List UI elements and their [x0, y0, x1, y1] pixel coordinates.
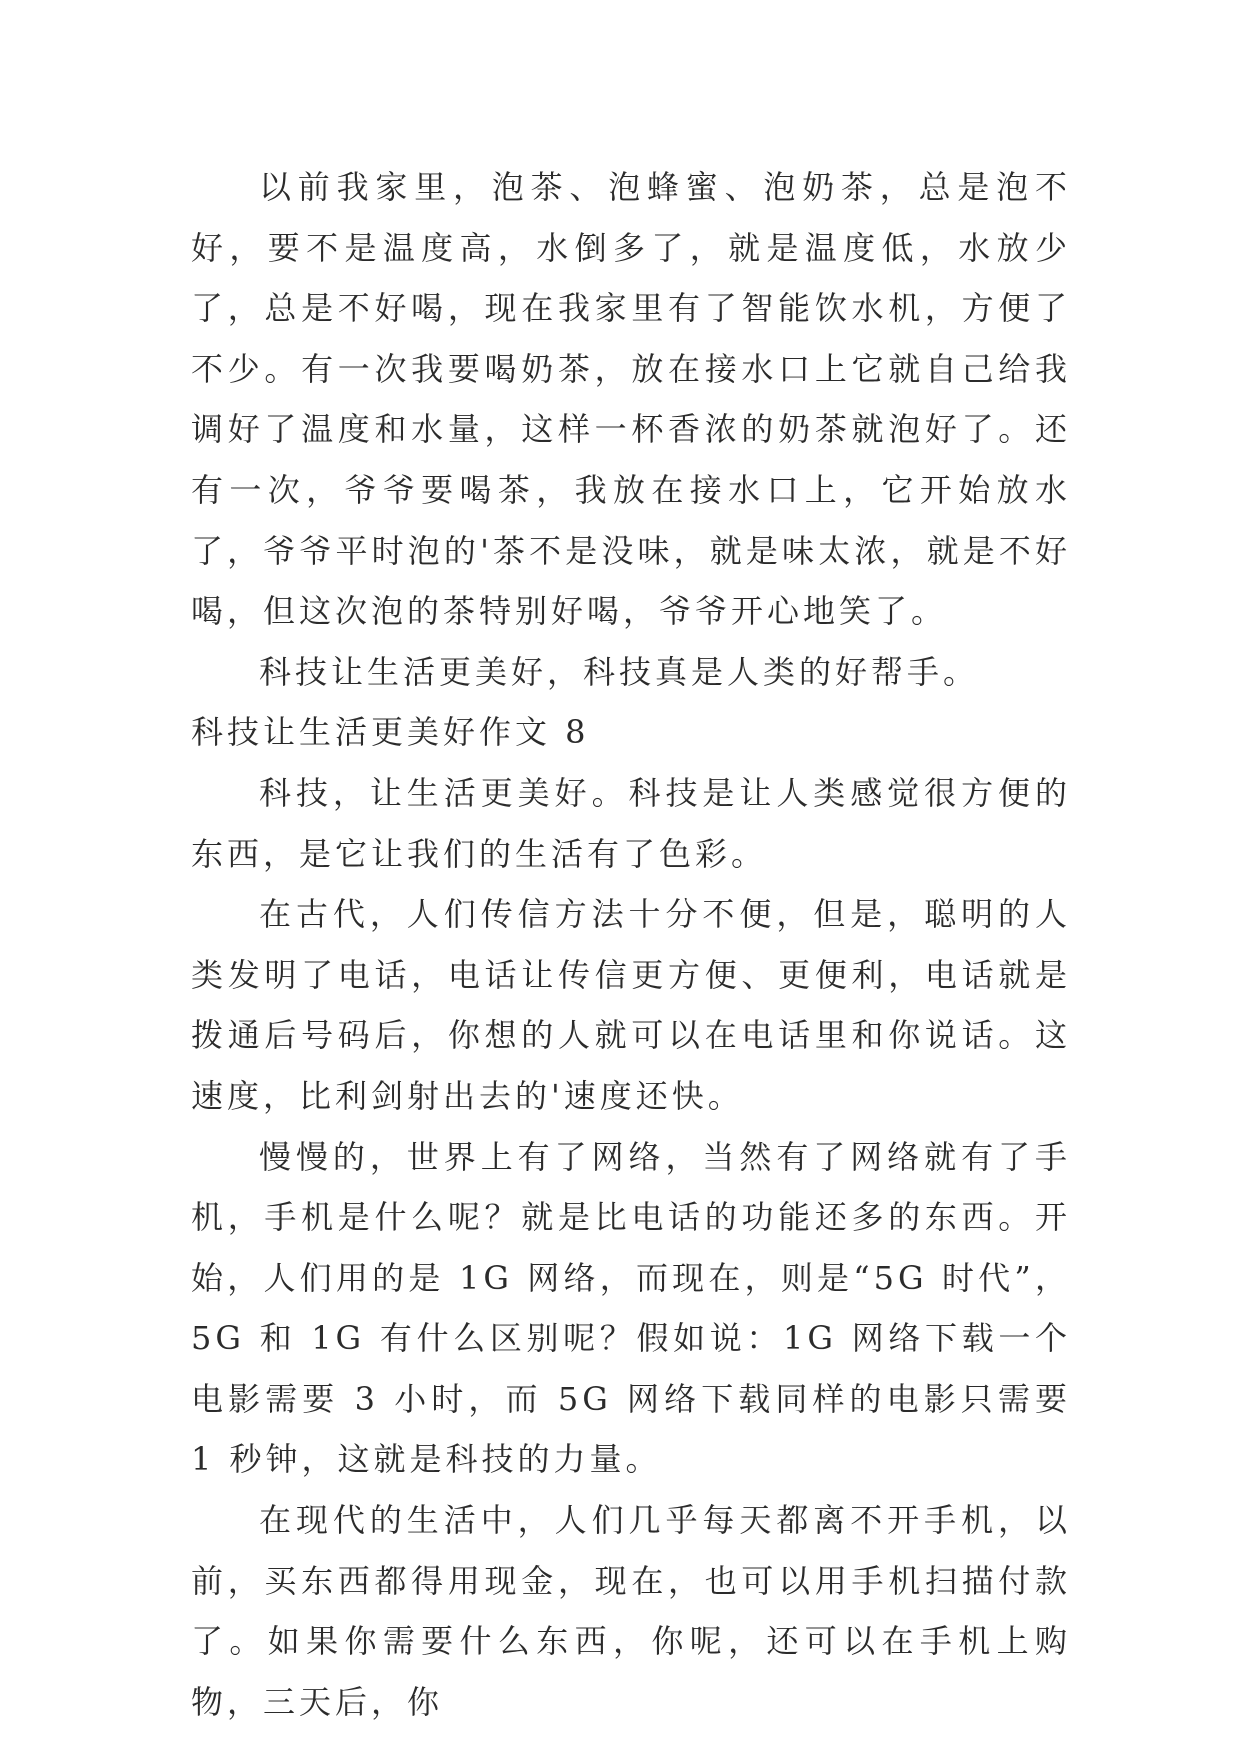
- paragraph-mobile-payment: 在现代的生活中，人们几乎每天都离不开手机，以前，买东西都得用现金，现在，也可以用手机扫描付款了。如果你需要什么东西，你呢，还可以在手机上购物，三天后，你: [191, 1501, 1071, 1721]
- paragraph-network: 慢慢的，世界上有了网络，当然有了网络就有了手机，手机是什么呢？就是比电话的功能还多的东西。开始，人们用的是 1G 网络，而现在，则是“5G 时代”，5G 和 1G 有什么区别呢？假如说：1G 网络下载一个电影需要 3 小时，而 5G 网络下载同样的电影只需要 1 秒钟，这就是科技的力量。: [191, 1137, 1071, 1479]
- document-body: [191, 157, 1071, 1732]
- essay-heading: 科技让生活更美好作文 8: [191, 713, 590, 752]
- paragraph-tech-intro: 科技，让生活更美好。科技是让人类感觉很方便的东西，是它让我们的生活有了色彩。: [191, 773, 1071, 873]
- paragraph-drinking-machine: 以前我家里，泡茶、泡蜂蜜、泡奶茶，总是泡不好，要不是温度高，水倒多了，就是温度低，水放少了，总是不好喝，现在我家里有了智能饮水机，方便了不少。有一次我要喝奶茶，放在接水口上它就自己给我调好了温度和水量，这样一杯香浓的奶茶就泡好了。还有一次，爷爷要喝茶，我放在接水口上，它开始放水了，爷爷平时泡的'茶不是没味，就是味太浓，就是不好喝，但这次泡的茶特别好喝，爷爷开心地笑了。: [191, 168, 1071, 631]
- paragraph-tech-helper: 科技让生活更美好，科技真是人类的好帮手。: [259, 652, 980, 691]
- paragraph-telephone: 在古代，人们传信方法十分不便，但是，聪明的人类发明了电话，电话让传信更方便、更便利，电话就是拨通后号码后，你想的人就可以在电话里和你说话。这速度，比利剑射出去的'速度还快。: [191, 895, 1071, 1115]
